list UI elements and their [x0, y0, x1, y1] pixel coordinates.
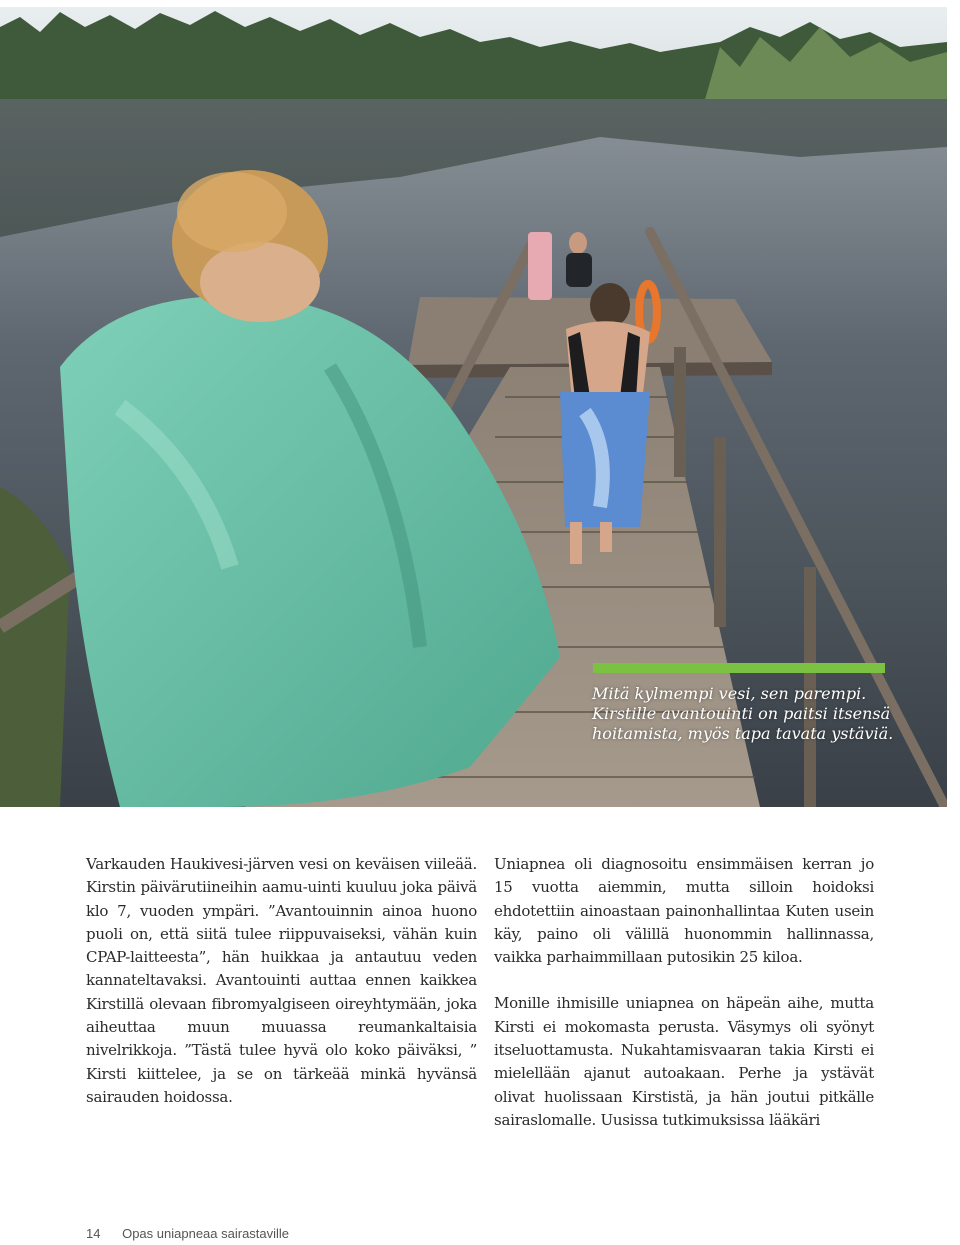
caption-line: hoitamista, myös tapa tavata ystäviä.: [592, 724, 894, 743]
body-paragraph: Varkauden Haukivesi-järven vesi on keväisen viileää. Kirstin päivärutiineihin aamu-uinti kuuluu joka päivä klo 7, vuoden ympäri. ”Avantouinnin ainoa huono puoli on, että siitä tulee riippuvaiseksi, vähän kuin CPAP-laitteesta”, hän huikkaa ja antautuu veden kannateltavaksi. Avantouinti auttaa ennen kaikkea Kirstillä olevaan fibromyalgiseen oireyhtymään, joka aiheuttaa muun muuassa reumankaltaisia nivelrikkoja. ”Tästä tulee hyvä olo koko päiväksi, ” Kirsti kiittelee, ja se on tärkeää minkä hyvänsä sairauden hoidossa.: [86, 855, 477, 1106]
caption-line: Kirstille avantouinti on paitsi itsensä: [592, 704, 891, 723]
photo-caption: [592, 684, 902, 744]
caption-accent-rule: [593, 663, 885, 673]
body-column-right: [494, 853, 874, 1155]
caption-line: Mitä kylmempi vesi, sen parempi.: [592, 684, 867, 703]
page-number: 14: [86, 1226, 101, 1241]
body-paragraph: Monille ihmisille uniapnea on häpeän aihe, mutta Kirsti ei mokomasta perusta. Väsymys oli syönyt itseluottamusta. Nukahtamisvaaran takia Kirsti ei mielellään ajanut autoakaan. Perhe ja ystävät olivat huolissaan Kirstistä, ja hän joutui pitkälle sairaslomalle. Uusissa tutkimuksissa lääkäri: [494, 994, 874, 1129]
body-column-left: [86, 853, 477, 1132]
publication-title: Opas uniapneaa sairastaville: [122, 1226, 290, 1241]
body-paragraph: Uniapnea oli diagnosoitu ensimmäisen kerran jo 15 vuotta aiemmin, mutta silloin hoidoksi ehdotettiin ainoastaan painonhallintaa Kuten usein käy, paino oli välillä huonommin hallinnassa, vaikka parhaimmillaan putosikin 25 kiloa.: [494, 855, 874, 967]
page-footer: [86, 1226, 289, 1241]
